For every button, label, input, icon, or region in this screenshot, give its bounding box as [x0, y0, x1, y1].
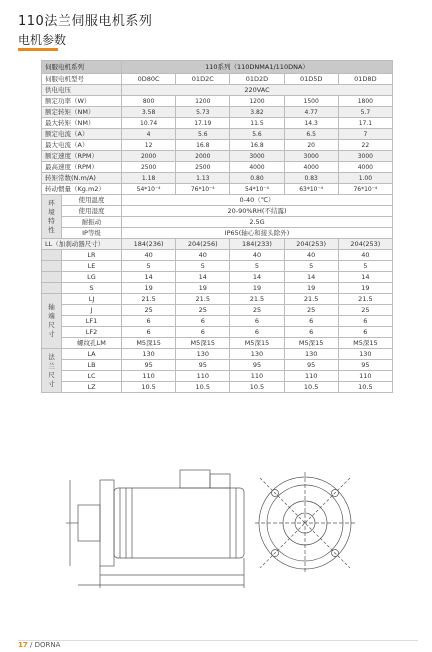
- dim-value: 95: [284, 360, 338, 371]
- drawing-flange: [100, 480, 114, 566]
- dim-value: 19: [284, 283, 338, 294]
- dim-value: 6: [284, 327, 338, 338]
- param-value: 5.73: [176, 107, 230, 118]
- model-cell: 0D80C: [122, 74, 176, 85]
- dim-value: 25: [122, 305, 176, 316]
- param-value: 76*10⁻⁴: [176, 184, 230, 195]
- param-value: 20: [284, 140, 338, 151]
- dim-value: 10.5: [284, 382, 338, 393]
- dim-value: 21.5: [176, 294, 230, 305]
- table-row: [42, 107, 393, 118]
- ll-value: 204(253): [284, 239, 338, 250]
- table-row: [42, 96, 393, 107]
- param-value: 2500: [122, 162, 176, 173]
- dim-value: 14: [176, 272, 230, 283]
- param-value: 1500: [284, 96, 338, 107]
- param-value: 76*10⁻⁴: [338, 184, 392, 195]
- table-row: [42, 250, 393, 261]
- dim-label: LF2: [62, 327, 122, 338]
- table-row: [42, 129, 393, 140]
- dim-value: 130: [122, 349, 176, 360]
- param-value: 3000: [284, 151, 338, 162]
- param-value: 1200: [230, 96, 284, 107]
- param-label: 转动惯量（Kg.m2）: [42, 184, 122, 195]
- model-cell: 01D8D: [338, 74, 392, 85]
- dim-group-blank: [42, 272, 62, 283]
- param-value: 4: [122, 129, 176, 140]
- param-value: 6.5: [284, 129, 338, 140]
- dim-value: 25: [338, 305, 392, 316]
- dim-value: 110: [230, 371, 284, 382]
- param-label: 额定功率（W）: [42, 96, 122, 107]
- table-row: [42, 294, 393, 305]
- param-value: 800: [122, 96, 176, 107]
- dim-value: 40: [338, 250, 392, 261]
- param-value: 1.13: [176, 173, 230, 184]
- brand-name: DORNA: [34, 641, 61, 649]
- dim-value: 19: [338, 283, 392, 294]
- env-value: 2.5G: [122, 217, 393, 228]
- param-value: 54*10⁻⁴: [122, 184, 176, 195]
- dim-value: 6: [122, 327, 176, 338]
- dim-value: 21.5: [230, 294, 284, 305]
- dim-value: 95: [338, 360, 392, 371]
- dim-value: 5: [122, 261, 176, 272]
- ll-label: LL（加刹动器尺寸）: [42, 239, 122, 250]
- param-label: 最高速度（RPM）: [42, 162, 122, 173]
- param-value: 16.8: [230, 140, 284, 151]
- table-row: [42, 360, 393, 371]
- dim-value: 10.5: [230, 382, 284, 393]
- dim-value: 40: [176, 250, 230, 261]
- page-number: 17: [18, 641, 28, 649]
- dim-value: 19: [230, 283, 284, 294]
- param-value: 63*10⁻⁴: [284, 184, 338, 195]
- dim-value: 110: [284, 371, 338, 382]
- model-cell: 01D5D: [284, 74, 338, 85]
- table-row: [42, 272, 393, 283]
- table-row: [42, 74, 393, 85]
- param-value: 1800: [338, 96, 392, 107]
- group-label-char: 法: [48, 352, 55, 361]
- dim-value: 40: [284, 250, 338, 261]
- table-row: [42, 184, 393, 195]
- group-label: [42, 294, 62, 349]
- ll-value: 204(256): [176, 239, 230, 250]
- dim-value: 25: [176, 305, 230, 316]
- param-value: 5.6: [176, 129, 230, 140]
- drawing-shaft-end: [78, 505, 100, 541]
- footer-separator: /: [27, 641, 35, 649]
- table-row: [42, 162, 393, 173]
- group-label-char: 尺: [48, 321, 55, 329]
- dim-value: 95: [176, 360, 230, 371]
- param-label: 额定电流（A）: [42, 129, 122, 140]
- dim-label: 螺纹孔LM: [62, 338, 122, 349]
- param-value: 2000: [122, 151, 176, 162]
- param-value: 1200: [176, 96, 230, 107]
- dim-group-blank: [42, 261, 62, 272]
- dim-value: 6: [338, 327, 392, 338]
- table-row: [42, 382, 393, 393]
- param-value: 0.83: [284, 173, 338, 184]
- dim-value: 95: [230, 360, 284, 371]
- ll-value: 184(236): [122, 239, 176, 250]
- param-value: 22: [338, 140, 392, 151]
- voltage-value: 220VAC: [122, 85, 393, 96]
- param-value: 17.19: [176, 118, 230, 129]
- param-value: 2000: [176, 151, 230, 162]
- dim-group-blank: [42, 250, 62, 261]
- env-label: IP等级: [62, 228, 122, 239]
- motor-spec-table: [41, 60, 393, 393]
- ll-value: 184(233): [230, 239, 284, 250]
- dim-value: M5深15: [284, 338, 338, 349]
- dim-value: 6: [230, 327, 284, 338]
- dim-value: 6: [338, 316, 392, 327]
- table-row: [42, 206, 393, 217]
- param-label: 转矩常数(N.m/A): [42, 173, 122, 184]
- dim-value: M5深15: [230, 338, 284, 349]
- header-label: 伺服电机系列: [42, 61, 122, 74]
- drawing-motor-body: [114, 488, 244, 558]
- dim-value: M5深15: [338, 338, 392, 349]
- table-row: [42, 283, 393, 294]
- dim-value: 10.5: [176, 382, 230, 393]
- group-label-char: 兰: [48, 361, 55, 370]
- table-row: [42, 349, 393, 360]
- dim-value: 14: [338, 272, 392, 283]
- group-label-char: 环: [48, 198, 55, 207]
- table-row: [42, 195, 393, 206]
- dim-value: 5: [338, 261, 392, 272]
- dim-value: 40: [122, 250, 176, 261]
- env-value: 20-90%RH(不结露): [122, 206, 393, 217]
- dim-value: 14: [284, 272, 338, 283]
- env-label: 使用温度: [62, 195, 122, 206]
- param-value: 5.7: [338, 107, 392, 118]
- footer-divider: [18, 640, 418, 641]
- dim-value: 5: [230, 261, 284, 272]
- dim-value: 6: [122, 316, 176, 327]
- model-cell: 01D2D: [230, 74, 284, 85]
- dim-value: 130: [338, 349, 392, 360]
- param-value: 1.00: [338, 173, 392, 184]
- param-value: 54*10⁻⁴: [230, 184, 284, 195]
- dim-value: 6: [176, 316, 230, 327]
- table-row: [42, 338, 393, 349]
- table-row: [42, 85, 393, 96]
- dim-label: LC: [62, 371, 122, 382]
- env-value: IP65(轴心和接头除外): [122, 228, 393, 239]
- table-row: [42, 316, 393, 327]
- group-label-char: 性: [48, 225, 55, 234]
- param-value: 4000: [230, 162, 284, 173]
- table-row: [42, 371, 393, 382]
- drawing-connector: [180, 470, 210, 488]
- title-accent-bar: [18, 48, 58, 51]
- env-label: 耐振动: [62, 217, 122, 228]
- param-value: 16.8: [176, 140, 230, 151]
- dim-value: 19: [176, 283, 230, 294]
- dim-value: 14: [122, 272, 176, 283]
- dim-value: 10.5: [122, 382, 176, 393]
- table-row: [42, 151, 393, 162]
- header-series: 110系列（110DNMA1/110DNA）: [122, 61, 393, 74]
- param-value: 5.6: [230, 129, 284, 140]
- table-row: [42, 327, 393, 338]
- page-subtitle: 电机参数: [18, 33, 67, 47]
- dim-value: 25: [284, 305, 338, 316]
- param-value: 10.74: [122, 118, 176, 129]
- dim-value: 6: [284, 316, 338, 327]
- param-value: 3000: [230, 151, 284, 162]
- param-label: 额定速度（RPM）: [42, 151, 122, 162]
- dim-value: 25: [230, 305, 284, 316]
- dim-label: LJ: [62, 294, 122, 305]
- param-value: 4.77: [284, 107, 338, 118]
- group-label-char: 寸: [48, 379, 55, 388]
- footer: [18, 641, 60, 649]
- table-row: [42, 173, 393, 184]
- param-value: 12: [122, 140, 176, 151]
- group-label-char: 尺: [48, 370, 55, 379]
- param-value: 1.18: [122, 173, 176, 184]
- dim-value: 21.5: [122, 294, 176, 305]
- dim-value: 14: [230, 272, 284, 283]
- dim-value: 5: [176, 261, 230, 272]
- param-label: 最大电流（A）: [42, 140, 122, 151]
- group-label-char: 寸: [48, 330, 55, 338]
- dim-label: LG: [62, 272, 122, 283]
- group-label-char: 特: [48, 216, 55, 225]
- table-row: [42, 61, 393, 74]
- dim-label: LF1: [62, 316, 122, 327]
- dim-value: M5深15: [176, 338, 230, 349]
- table-row: [42, 217, 393, 228]
- model-cell: 01D2C: [176, 74, 230, 85]
- param-label: 额定转矩（NM）: [42, 107, 122, 118]
- param-value: 17.1: [338, 118, 392, 129]
- dim-value: 110: [338, 371, 392, 382]
- motor-dimension-drawing: [60, 460, 360, 610]
- dim-value: 21.5: [338, 294, 392, 305]
- dim-label: LZ: [62, 382, 122, 393]
- dim-value: 110: [176, 371, 230, 382]
- param-value: 2500: [176, 162, 230, 173]
- param-value: 3.82: [230, 107, 284, 118]
- dim-value: 130: [284, 349, 338, 360]
- dim-label: LA: [62, 349, 122, 360]
- param-label: 最大转矩（NM）: [42, 118, 122, 129]
- param-value: 0.80: [230, 173, 284, 184]
- dim-label: LE: [62, 261, 122, 272]
- dim-value: 130: [176, 349, 230, 360]
- param-value: 11.5: [230, 118, 284, 129]
- group-label-char: 端: [48, 312, 55, 320]
- dim-group-blank: [42, 283, 62, 294]
- voltage-label: 供电电压: [42, 85, 122, 96]
- table-row: [42, 140, 393, 151]
- dim-value: M5深15: [122, 338, 176, 349]
- param-value: 14.3: [284, 118, 338, 129]
- dim-value: 5: [284, 261, 338, 272]
- param-value: 4000: [338, 162, 392, 173]
- group-label: [42, 195, 62, 239]
- dim-value: 95: [122, 360, 176, 371]
- dim-label: LR: [62, 250, 122, 261]
- table-row: [42, 305, 393, 316]
- param-value: 3000: [338, 151, 392, 162]
- env-value: 0-40（℃）: [122, 195, 393, 206]
- param-value: 7: [338, 129, 392, 140]
- dim-value: 6: [176, 327, 230, 338]
- dim-value: 21.5: [284, 294, 338, 305]
- param-value: 3.58: [122, 107, 176, 118]
- dim-value: 40: [230, 250, 284, 261]
- dim-value: 19: [122, 283, 176, 294]
- table-row: [42, 261, 393, 272]
- group-label-char: 轴: [48, 303, 55, 311]
- dim-label: LB: [62, 360, 122, 371]
- table-row: [42, 228, 393, 239]
- group-label-char: 境: [48, 207, 55, 216]
- table-row: [42, 239, 393, 250]
- dim-value: 130: [230, 349, 284, 360]
- table-row: [42, 118, 393, 129]
- dim-value: 110: [122, 371, 176, 382]
- group-label: [42, 349, 62, 393]
- dim-value: 6: [230, 316, 284, 327]
- env-label: 使用湿度: [62, 206, 122, 217]
- ll-value: 204(253): [338, 239, 392, 250]
- dim-value: 10.5: [338, 382, 392, 393]
- model-label: 伺服电机型号: [42, 74, 122, 85]
- param-value: 4000: [284, 162, 338, 173]
- page-title: 110法兰伺服电机系列: [18, 14, 153, 29]
- dim-label: S: [62, 283, 122, 294]
- dim-label: J: [62, 305, 122, 316]
